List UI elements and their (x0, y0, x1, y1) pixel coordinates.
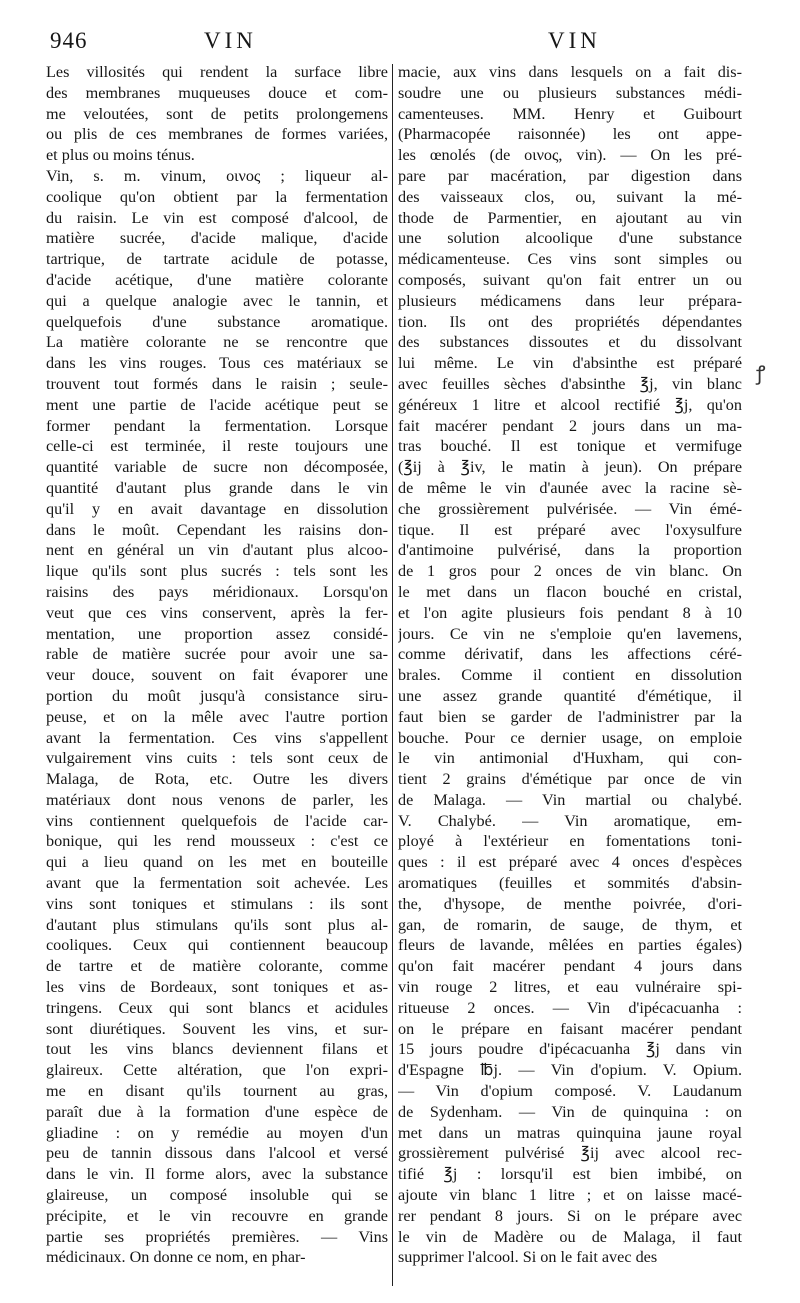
margin-annotation: ꝭ (756, 363, 766, 385)
text-line: d'antimoine pulvérisé, dans la proportion (398, 541, 742, 560)
text-line: celle-ci est terminée, il reste toujours une (46, 437, 388, 456)
text-line: matériaux dont nous venons de parler, les (46, 790, 388, 809)
text-line: le vin antimonial d'Huxham, qui con- (398, 749, 742, 768)
text-line: rable de matière sucrée pour avoir une sa- (46, 645, 388, 664)
text-line: che grossièrement pulvérisée. — Vin émé- (398, 499, 742, 518)
text-line: de 1 gros pour 2 onces de vin blanc. On (398, 562, 742, 581)
right-column (398, 62, 742, 1268)
text-line: dans le vin. Il forme alors, avec la substance (46, 1165, 388, 1184)
text-line: cooliques. Ceux qui contiennent beaucoup (46, 936, 388, 955)
text-line: les vins de Bordeaux, sont toniques et as- (46, 978, 388, 997)
text-line: (Pharmacopée raisonnée) les ont appe- (398, 125, 742, 144)
text-line: ajoute vin blanc 1 litre ; et on laisse macé- (398, 1186, 742, 1205)
text-line: ques : il est préparé avec 4 onces d'espèces (398, 853, 742, 872)
text-line: paraît due à la formation d'une espèce de (46, 1102, 388, 1121)
text-line: une assez grande quantité d'émétique, il (398, 686, 742, 705)
text-line: qui a quelque analogie avec le tannin, et (46, 291, 388, 310)
text-line: tient 2 grains d'émétique par once de vin (398, 770, 742, 789)
text-line: peuse, et on la mêle avec l'autre portion (46, 707, 388, 726)
text-line: veur douce, souvent on fait évaporer une (46, 666, 388, 685)
text-line: camenteuses. MM. Henry et Guibourt (398, 104, 742, 123)
text-line: qui a lieu quand on les met en bouteille (46, 853, 388, 872)
left-column (46, 62, 388, 1268)
text-line: des membranes muqueuses douce et com- (46, 83, 388, 102)
text-line: mentation, une proportion assez considé- (46, 624, 388, 643)
text-line: le vin de Madère ou de Malaga, il faut (398, 1227, 742, 1246)
text-line: jours. Ce vin ne s'emploie qu'en lavemens, (398, 624, 742, 643)
text-line: grossièrement pulvérisé ℥ij avec alcool rec- (398, 1144, 742, 1163)
text-line: peu de tannin dissous dans l'alcool et versé (46, 1144, 388, 1163)
text-line: ment une partie de l'acide acétique peut se (46, 395, 388, 414)
text-line: nent en général un vin d'autant plus alcoo- (46, 541, 388, 560)
text-line: les œnolés (de οινος, vin). — On les pré- (398, 146, 742, 165)
text-line: généreux 1 litre et alcool rectifié ℥j, qu'on (398, 395, 742, 414)
text-line: avant la fermentation. Ces vins s'appellent (46, 728, 388, 747)
text-line: lui même. Le vin d'absinthe est préparé (398, 354, 742, 373)
text-line: glaireuse, un composé insoluble qui se (46, 1186, 388, 1205)
text-line: avant que la fermentation soit achevée. Les (46, 874, 388, 893)
text-line: matière sucrée, d'acide malique, d'acide (46, 229, 388, 248)
text-line: fait macérer pendant 2 jours dans un ma- (398, 416, 742, 435)
text-line: faut bien se garder de l'administrer par la (398, 707, 742, 726)
text-line: tringens. Ceux qui sont blancs et acidules (46, 998, 388, 1017)
text-line: qu'il y en avait davantage en dissolution (46, 499, 388, 518)
text-line: brales. Comme il contient en dissolution (398, 666, 742, 685)
text-line: La matière colorante ne se rencontre que (46, 333, 388, 352)
text-line: et l'on agite plusieurs fois pendant 8 à 10 (398, 603, 742, 622)
text-line: tras bouché. Il est tonique et vermifuge (398, 437, 742, 456)
text-line: médicinaux. On donne ce nom, en phar- (46, 1248, 306, 1267)
text-line: Vin, s. m. vinum, οινος ; liqueur al- (46, 166, 388, 185)
text-line: soudre une ou plusieurs substances médi- (398, 83, 742, 102)
text-line: (℥ij à ℥iv, le matin à jeun). On prépare (398, 458, 742, 477)
text-line: sont diurétiques. Souvent les vins, et sur- (46, 1019, 388, 1038)
text-line: quelquefois d'une substance aromatique. (46, 312, 388, 331)
text-line: le met dans un flacon bouché en cristal, (398, 582, 742, 601)
text-line: d'Espagne ℔j. — Vin d'opium. V. Opium. (398, 1061, 742, 1080)
text-line: de Malaga. — Vin martial ou chalybé. (398, 790, 742, 809)
text-line: vins contiennent quelquefois de l'acide car- (46, 811, 388, 830)
text-line: coolique qu'on obtient par la fermentation (46, 187, 388, 206)
text-line: plusieurs médicamens dans leur prépara- (398, 291, 742, 310)
text-line: me en disant qu'ils tournent au gras, (46, 1082, 388, 1101)
text-line: vins sont toniques et stimulans : ils sont (46, 894, 388, 913)
text-line: partie ses propriétés premières. — Vins (46, 1227, 388, 1246)
column-divider (392, 64, 393, 1286)
text-line: gan, de romarin, de sauge, de thym, et (398, 915, 742, 934)
text-line: — Vin d'opium composé. V. Laudanum (398, 1082, 742, 1101)
text-line: the, d'hysope, de menthe poivrée, d'ori- (398, 894, 742, 913)
text-line: gliadine : on y remédie au moyen d'un (46, 1123, 388, 1142)
text-line: V. Chalybé. — Vin aromatique, em- (398, 811, 742, 830)
text-line: composés, suivant qu'on fait entrer un ou (398, 270, 742, 289)
text-line: met dans un matras quinquina jaune royal (398, 1123, 742, 1142)
text-line: dans les vins rouges. Tous ces matériaux se (46, 354, 388, 373)
text-line: trouvent tout formés dans le raisin ; seule- (46, 374, 388, 393)
text-line: bouche. Pour ce dernier usage, on emploie (398, 728, 742, 747)
text-line: tout les vins blancs deviennent filans et (46, 1040, 388, 1059)
running-head-left: VIN (204, 28, 257, 53)
text-line: de tartre et de matière colorante, comme (46, 957, 388, 976)
text-line: d'acide acétique, d'une matière colorante (46, 270, 388, 289)
text-line: pare par macération, par digestion dans (398, 166, 742, 185)
text-line: tique. Il est préparé avec l'oxysulfure (398, 520, 742, 539)
text-line: du raisin. Le vin est composé d'alcool, de (46, 208, 388, 227)
text-line: 15 jours poudre d'ipécacuanha ℥j dans vin (398, 1040, 742, 1059)
text-line: Malaga, de Rota, etc. Outre les divers (46, 770, 388, 789)
text-line: et plus ou moins ténus. (46, 146, 195, 165)
text-line: lique qu'ils sont plus sucrés : tels sont les (46, 562, 388, 581)
text-line: tifié ℥j : lorsqu'il est bien imbibé, on (398, 1165, 742, 1184)
text-line: quantité d'autant plus grande dans le vin (46, 478, 388, 497)
page-header (48, 26, 750, 60)
text-line: bonique, qui les rend mousseux : c'est ce (46, 832, 388, 851)
text-line: quantité variable de sucre non décomposée, (46, 458, 388, 477)
text-line: avec feuilles sèches d'absinthe ℥j, vin blanc (398, 374, 742, 393)
text-line: précipite, et le vin recouvre en grande (46, 1206, 388, 1225)
text-line: raisins des pays méridionaux. Lorsqu'on (46, 582, 388, 601)
text-line: tion. Ils ont des propriétés dépendantes (398, 312, 742, 331)
text-line: ou plis de ces membranes de formes variées, (46, 125, 388, 144)
text-line: d'autant plus stimulans qu'ils sont plus al- (46, 915, 388, 934)
text-line: qu'on fait macérer pendant 4 jours dans (398, 957, 742, 976)
text-line: Les villosités qui rendent la surface libre (46, 63, 388, 81)
text-line: vin rouge 2 litres, et eau vulnéraire spi- (398, 978, 742, 997)
text-line: supprimer l'alcool. Si on le fait avec des (398, 1248, 658, 1267)
text-line: des substances dissoutes et du dissolvant (398, 333, 742, 352)
text-line: macie, aux vins dans lesquels on a fait dis- (398, 63, 742, 81)
text-line: ritueuse 2 onces. — Vin d'ipécacuanha : (398, 998, 742, 1017)
text-line: comme dérivatif, dans les affections céré- (398, 645, 742, 664)
text-line: me veloutées, sont de petits prolongemens (46, 104, 388, 123)
running-head-right: VIN (548, 28, 601, 53)
text-line: des vaisseaux clos, ou, suivant la mé- (398, 187, 742, 206)
text-line: former pendant la fermentation. Lorsque (46, 416, 388, 435)
text-line: portion du moût jusqu'à consistance siru- (46, 686, 388, 705)
text-line: ployé à l'extérieur en fomentations toni- (398, 832, 742, 851)
text-line: de même le vin d'aunée avec la racine sè- (398, 478, 742, 497)
text-line: vulgairement vins cuits : tels sont ceux de (46, 749, 388, 768)
text-line: thode de Parmentier, en ajoutant au vin (398, 208, 742, 227)
text-line: on le prépare en faisant macérer pendant (398, 1019, 742, 1038)
text-line: rer pendant 8 jours. Si on le prépare avec (398, 1206, 742, 1225)
text-line: glaireux. Cette altération, que l'on expri- (46, 1061, 388, 1080)
text-line: médicamenteuse. Ces vins sont simples ou (398, 250, 742, 269)
page-number: 946 (50, 28, 88, 53)
text-line: fleurs de lavande, mêlées en parties égales) (398, 936, 742, 955)
text-line: aromatiques (feuilles et sommités d'absin- (398, 874, 742, 893)
text-line: de Sydenham. — Vin de quinquina : on (398, 1102, 742, 1121)
text-line: dans le moût. Cependant les raisins don- (46, 520, 388, 539)
text-line: veut que ces vins conservent, après la fer- (46, 603, 388, 622)
text-line: tartrique, de tartrate acidule de potasse, (46, 250, 388, 269)
text-line: une solution alcoolique d'une substance (398, 229, 742, 248)
